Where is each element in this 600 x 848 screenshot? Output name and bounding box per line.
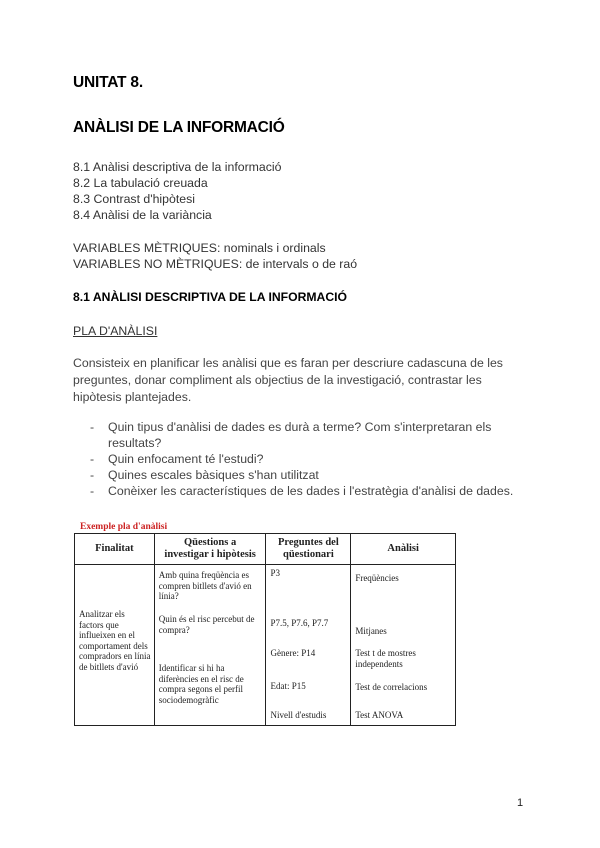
list-item: - Quin tipus d'anàlisi de dades es durà a terme? Com s'interpretaran els resultats? (90, 419, 530, 451)
column-header: Finalitat (75, 534, 155, 565)
analisi-cell (351, 565, 456, 726)
question-text: Quin és el risc percebut de compra? (158, 614, 255, 635)
bullet-list (90, 419, 530, 499)
pregunta-ref: Edat: P15 (270, 681, 306, 691)
toc-item: 8.4 Anàlisi de la variància (73, 208, 212, 222)
finalitat-text: Analitzar els factors que influeixen en el comportament dels compradors en línia de bitllets d'avió (79, 609, 151, 672)
list-item: - Quines escales bàsiques s'han utilitzat (90, 467, 530, 483)
table-row (75, 565, 456, 726)
section-heading: 8.1 ANÀLISI DESCRIPTIVA DE LA INFORMACIÓ (73, 290, 348, 304)
column-header: Preguntes del qüestionari (266, 534, 351, 565)
analisi-item: Test ANOVA (355, 710, 404, 720)
toc-item: 8.1 Anàlisi descriptiva de la informació (73, 160, 282, 174)
finalitat-cell (75, 565, 155, 726)
column-header: Anàlisi (351, 534, 456, 565)
list-item: - Conèixer les característiques de les dades i l'estratègia d'anàlisi de dades. (90, 483, 530, 499)
page-number: 1 (517, 797, 524, 809)
list-item: - Quin enfocament té l'estudi? (90, 451, 530, 467)
analisi-item: Mitjanes (355, 626, 387, 636)
analisi-item: Test t de mostres independents (355, 648, 416, 669)
toc-item: 8.2 La tabulació creuada (73, 176, 208, 190)
questions-cell (154, 565, 266, 726)
column-header: Qüestions a investigar i hipòtesis (154, 534, 266, 565)
subsection-heading: PLA D'ANÀLISI (73, 324, 158, 338)
preguntes-cell (266, 565, 351, 726)
unit-title: UNITAT 8. (73, 74, 143, 91)
pregunta-ref: P3 (270, 568, 280, 578)
pregunta-ref: P7.5, P7.6, P7.7 (270, 618, 329, 628)
chapter-title: ANÀLISI DE LA INFORMACIÓ (73, 119, 285, 136)
example-caption: Exemple pla d'anàlisi (80, 522, 168, 532)
pregunta-ref: Nivell d'estudis (270, 710, 327, 720)
pregunta-ref: Gènere: P14 (270, 648, 316, 658)
analisi-item: Test de correlacions (355, 682, 428, 692)
variables-metriques: VARIABLES MÈTRIQUES: nominals i ordinals (73, 241, 326, 255)
analisi-item: Freqüències (355, 573, 399, 583)
table-header-row (75, 534, 456, 565)
intro-paragraph: Consisteix en planificar les anàlisi que es faran per descriure cadascuna de les preguntes, donar compliment als objectius de la investigació, contrastar les hipòtesis plantejades. (73, 356, 503, 404)
question-text: Amb quina freqüència es compren bitllets d'avió en línia? (158, 570, 252, 601)
toc-item: 8.3 Contrast d'hipòtesi (73, 192, 195, 206)
analysis-plan-table (74, 533, 456, 726)
variables-no-metriques: VARIABLES NO MÈTRIQUES: de intervals o de raó (73, 257, 358, 271)
question-text: Identificar si hi ha diferències en el risc de compra segons el perfil sociodemogràfic (158, 663, 244, 705)
